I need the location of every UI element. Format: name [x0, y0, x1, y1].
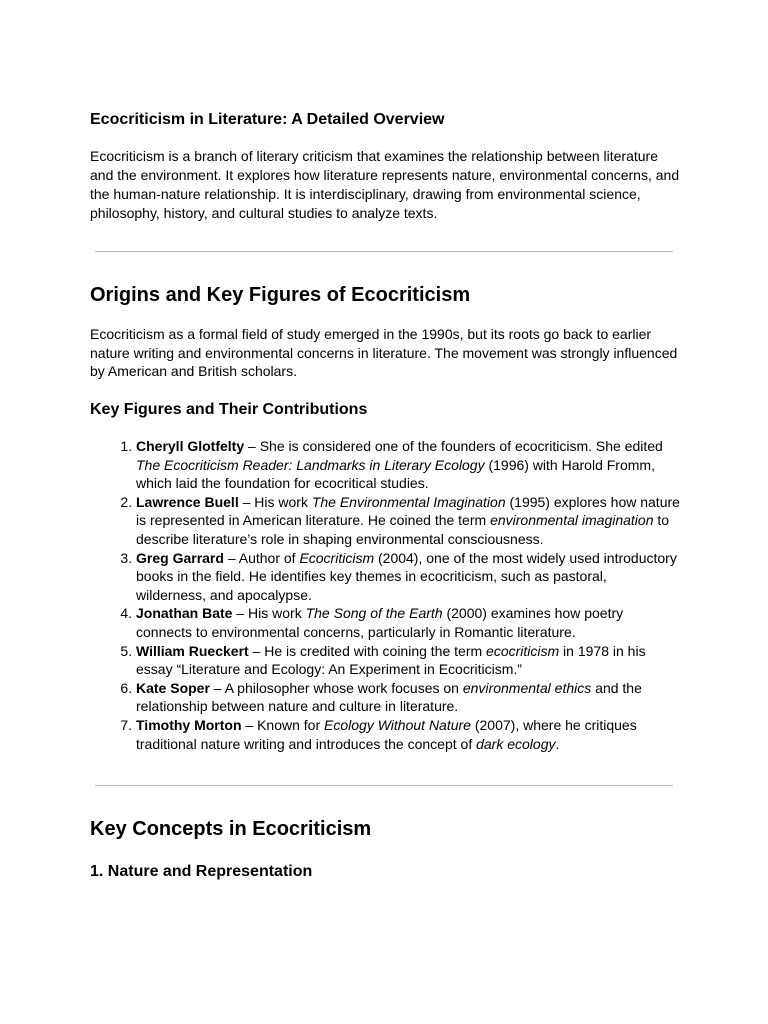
description-text: – She is considered one of the founders of ecocriticism. She edited — [244, 438, 663, 454]
section-divider — [95, 785, 673, 786]
intro-paragraph: Ecocriticism is a branch of literary criticism that examines the relationship between literature and the environment. It explores how literature represents nature, environmental concerns, and the human-nature relationship. It is interdisciplinary, drawing from environmental science, philosophy, history, and cultural studies to analyze texts. — [90, 148, 680, 221]
description-text: – His work — [238, 493, 312, 510]
description-text: (2004), one of the most widely used introductory books in the field. He identifies key themes in ecocriticism, such as pastoral, wilderness, and apocalypse. — [136, 549, 677, 603]
description-text: in 1978 in his essay “Literature and Ecology: An Experiment in Ecocriticism.” — [136, 642, 646, 678]
key-figure-name: William Rueckert — [136, 642, 249, 659]
italic-title: environmental imagination — [490, 512, 654, 529]
description-text: – A philosopher whose work focuses on — [209, 679, 463, 696]
concepts-heading: Key Concepts in Ecocriticism — [90, 818, 372, 840]
key-figure-item — [136, 604, 680, 641]
description-text: (1996) with Harold Fromm, which laid the foundation for ecocritical studies. — [136, 456, 655, 492]
concept-1-heading: 1. Nature and Representation — [90, 863, 313, 880]
section-divider — [95, 251, 673, 252]
key-figure-name: Cheryll Glotfelty — [136, 438, 245, 454]
key-figure-name: Kate Soper — [136, 679, 210, 696]
description-text: – Author of — [223, 549, 300, 566]
key-figures-heading: Key Figures and Their Contributions — [90, 401, 368, 418]
description-text: (1995) explores how nature is represented in American literature. He coined the term — [136, 493, 680, 529]
italic-title: The Environmental Imagination — [311, 493, 506, 510]
key-figure-item — [136, 642, 680, 679]
description-text: – His work — [232, 605, 306, 622]
italic-title: Ecocriticism — [299, 549, 375, 566]
key-figure-item — [136, 437, 680, 493]
description-text: – Known for — [241, 716, 325, 733]
italic-title: environmental ethics — [462, 679, 592, 696]
description-text: to describe literature’s role in shaping environmental consciousness. — [136, 512, 670, 547]
key-figures-list — [90, 437, 680, 753]
document-title: Ecocriticism in Literature: A Detailed Overview — [90, 111, 445, 128]
key-figure-item — [136, 716, 680, 753]
description-text: (2007), where he critiques traditional nature writing and introduces the concept of — [136, 716, 637, 752]
key-figure-item — [136, 679, 680, 716]
description-text: . — [555, 735, 560, 752]
italic-title: ecocriticism — [486, 642, 560, 659]
key-figure-name: Lawrence Buell — [136, 493, 239, 510]
key-figure-item — [136, 493, 680, 549]
key-figure-name: Timothy Morton — [136, 716, 242, 733]
key-figure-name: Greg Garrard — [136, 549, 224, 566]
description-text: and the relationship between nature and culture in literature. — [136, 679, 642, 715]
origins-paragraph: Ecocriticism as a formal field of study emerged in the 1990s, but its roots go back to earlier nature writing and environmental concerns in literature. The movement was strongly influenced by American and British scholars. — [90, 326, 678, 379]
key-figure-item — [136, 549, 680, 605]
italic-title: The Song of the Earth — [305, 605, 443, 622]
italic-title: Ecology Without Nature — [324, 716, 471, 733]
description-text: (2000) examines how poetry connects to environmental concerns, particularly in Romantic literature. — [136, 605, 624, 640]
italic-title: dark ecology — [476, 735, 556, 752]
origins-heading: Origins and Key Figures of Ecocriticism — [90, 284, 471, 306]
key-figure-name: Jonathan Bate — [136, 605, 233, 622]
italic-title: The Ecocriticism Reader: Landmarks in Literary Ecology — [136, 456, 485, 473]
description-text: – He is credited with coining the term — [248, 642, 487, 659]
